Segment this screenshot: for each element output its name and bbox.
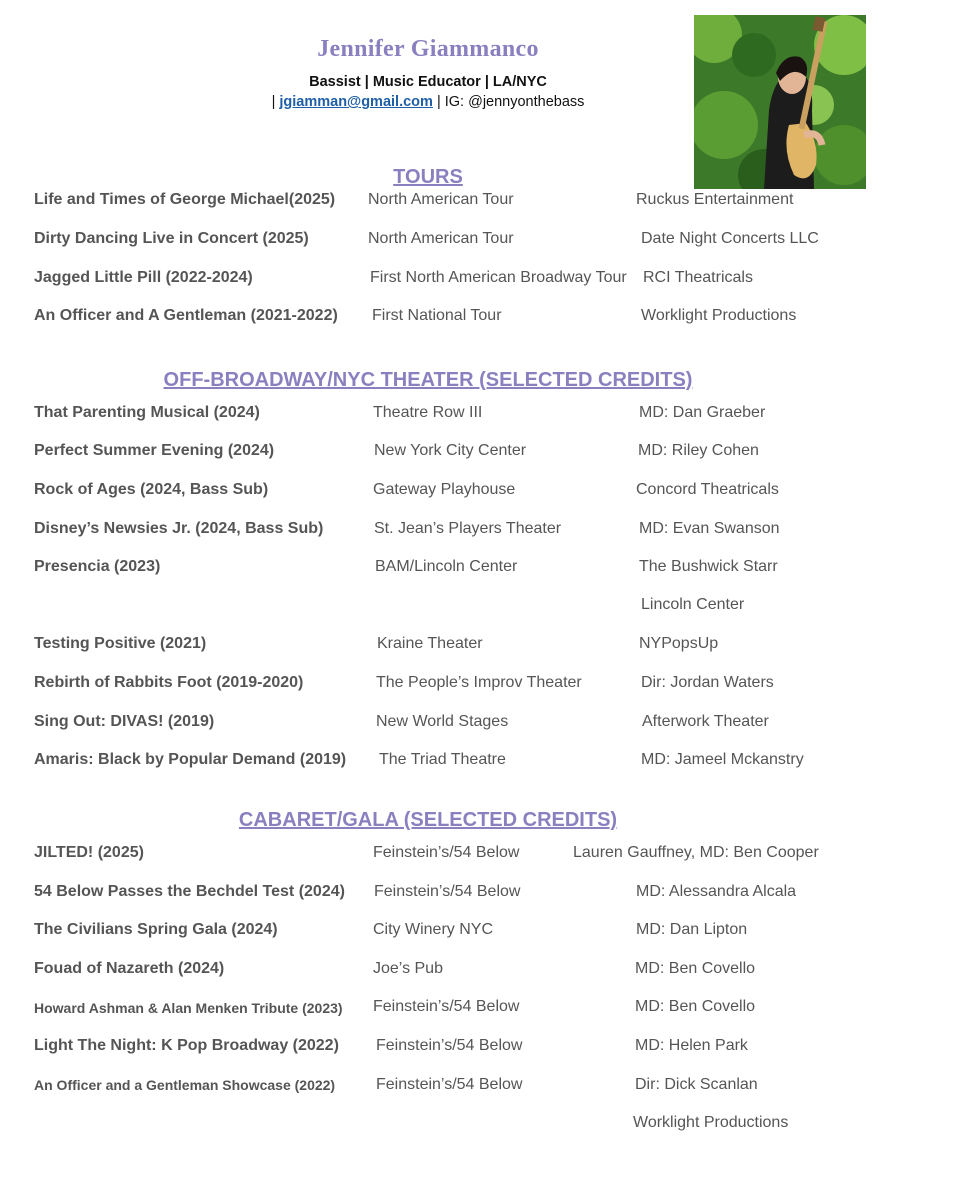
cabaret-venue: Feinstein’s/54 Below	[376, 1037, 523, 1054]
cabaret-venue: Feinstein’s/54 Below	[374, 883, 521, 900]
credit-title: Amaris: Black by Popular Demand (2019)	[34, 751, 347, 768]
tour-venue: North American Tour	[368, 191, 514, 208]
credit-md: Afterwork Theater	[642, 713, 769, 730]
credit-venue: St. Jean’s Players Theater	[374, 520, 562, 537]
cabaret-title: JILTED! (2025)	[34, 844, 144, 861]
cabaret-credit: Lauren Gauffney, MD: Ben Cooper	[573, 844, 819, 861]
cabaret-title: The Civilians Spring Gala (2024)	[34, 921, 278, 938]
cabaret-credit: Dir: Dick Scanlan	[635, 1076, 758, 1093]
cabaret-title: Fouad of Nazareth (2024)	[34, 960, 225, 977]
cabaret-venue: Feinstein’s/54 Below	[376, 1076, 523, 1093]
cabaret-title: 54 Below Passes the Bechdel Test (2024)	[34, 883, 345, 900]
profile-photo	[694, 15, 866, 189]
cabaret-credit: MD: Ben Covello	[635, 998, 756, 1015]
credit-title: Sing Out: DIVAS! (2019)	[34, 713, 215, 730]
tour-venue: First North American Broadway Tour	[370, 269, 627, 286]
credit-md: MD: Evan Swanson	[639, 520, 780, 537]
credit-venue: New York City Center	[374, 442, 527, 459]
credit-title: Disney’s Newsies Jr. (2024, Bass Sub)	[34, 520, 324, 537]
section-heading-offbroadway: OFF-BROADWAY/NYC THEATER (SELECTED CREDITS)	[163, 369, 693, 391]
credit-md: MD: Jameel Mckanstry	[641, 751, 804, 768]
tour-credit: Date Night Concerts LLC	[641, 230, 819, 247]
tour-title: Jagged Little Pill (2022-2024)	[34, 269, 253, 286]
tour-credit: Ruckus Entertainment	[636, 191, 794, 208]
credit-venue: The Triad Theatre	[379, 751, 506, 768]
cabaret-credit: MD: Dan Lipton	[636, 921, 748, 938]
tour-title: Life and Times of George Michael(2025)	[34, 191, 336, 208]
email-link[interactable]: jgiamman@gmail.com	[279, 94, 433, 110]
resume-tagline: Bassist | Music Educator | LA/NYC	[309, 74, 547, 90]
credit-md: Dir: Jordan Waters	[641, 674, 774, 691]
credit-title: Rock of Ages (2024, Bass Sub)	[34, 481, 269, 498]
tour-venue: First National Tour	[372, 307, 502, 324]
tour-title: An Officer and A Gentleman (2021-2022)	[34, 307, 338, 324]
cabaret-title: Howard Ashman & Alan Menken Tribute (2023)	[34, 1000, 343, 1016]
credit-title: Presencia (2023)	[34, 558, 161, 575]
cabaret-title: Light The Night: K Pop Broadway (2022)	[34, 1037, 339, 1054]
cabaret-venue: Joe’s Pub	[373, 960, 443, 977]
tour-credit: Worklight Productions	[641, 307, 797, 324]
cabaret-venue: Feinstein’s/54 Below	[373, 998, 520, 1015]
cabaret-credit: MD: Alessandra Alcala	[636, 883, 797, 900]
credit-title: Testing Positive (2021)	[34, 635, 207, 652]
cabaret-venue: City Winery NYC	[373, 921, 494, 938]
cabaret-credit: MD: Helen Park	[635, 1037, 748, 1054]
cabaret-credit: Worklight Productions	[633, 1114, 789, 1131]
section-heading-cabaret: CABARET/GALA (SELECTED CREDITS)	[238, 809, 618, 831]
credit-venue: The People’s Improv Theater	[376, 674, 582, 691]
credit-venue: New World Stages	[376, 713, 509, 730]
tour-credit: RCI Theatricals	[643, 269, 753, 286]
credit-title: That Parenting Musical (2024)	[34, 404, 260, 421]
credit-md: MD: Dan Graeber	[639, 404, 766, 421]
tour-title: Dirty Dancing Live in Concert (2025)	[34, 230, 309, 247]
resume-name: Jennifer Giammanco	[317, 36, 539, 62]
cabaret-credit: MD: Ben Covello	[635, 960, 756, 977]
instagram-handle: | IG: @jennyonthebass	[436, 94, 585, 110]
contact-separator: |	[271, 94, 276, 110]
contact-line	[200, 94, 656, 110]
tour-venue: North American Tour	[368, 230, 514, 247]
credit-venue: Theatre Row III	[373, 404, 483, 421]
cabaret-venue: Feinstein’s/54 Below	[373, 844, 520, 861]
credit-md: The Bushwick Starr	[639, 558, 778, 575]
credit-title: Rebirth of Rabbits Foot (2019-2020)	[34, 674, 304, 691]
credit-venue: BAM/Lincoln Center	[375, 558, 518, 575]
credit-venue: Kraine Theater	[377, 635, 483, 652]
credit-md: NYPopsUp	[639, 635, 719, 652]
credit-md: Concord Theatricals	[636, 481, 779, 498]
section-heading-tours: TOURS	[393, 166, 463, 188]
credit-md: MD: Riley Cohen	[638, 442, 759, 459]
cabaret-title: An Officer and a Gentleman Showcase (2022)	[34, 1077, 336, 1093]
credit-title: Perfect Summer Evening (2024)	[34, 442, 275, 459]
credit-md: Lincoln Center	[641, 596, 745, 613]
credit-venue: Gateway Playhouse	[373, 481, 516, 498]
